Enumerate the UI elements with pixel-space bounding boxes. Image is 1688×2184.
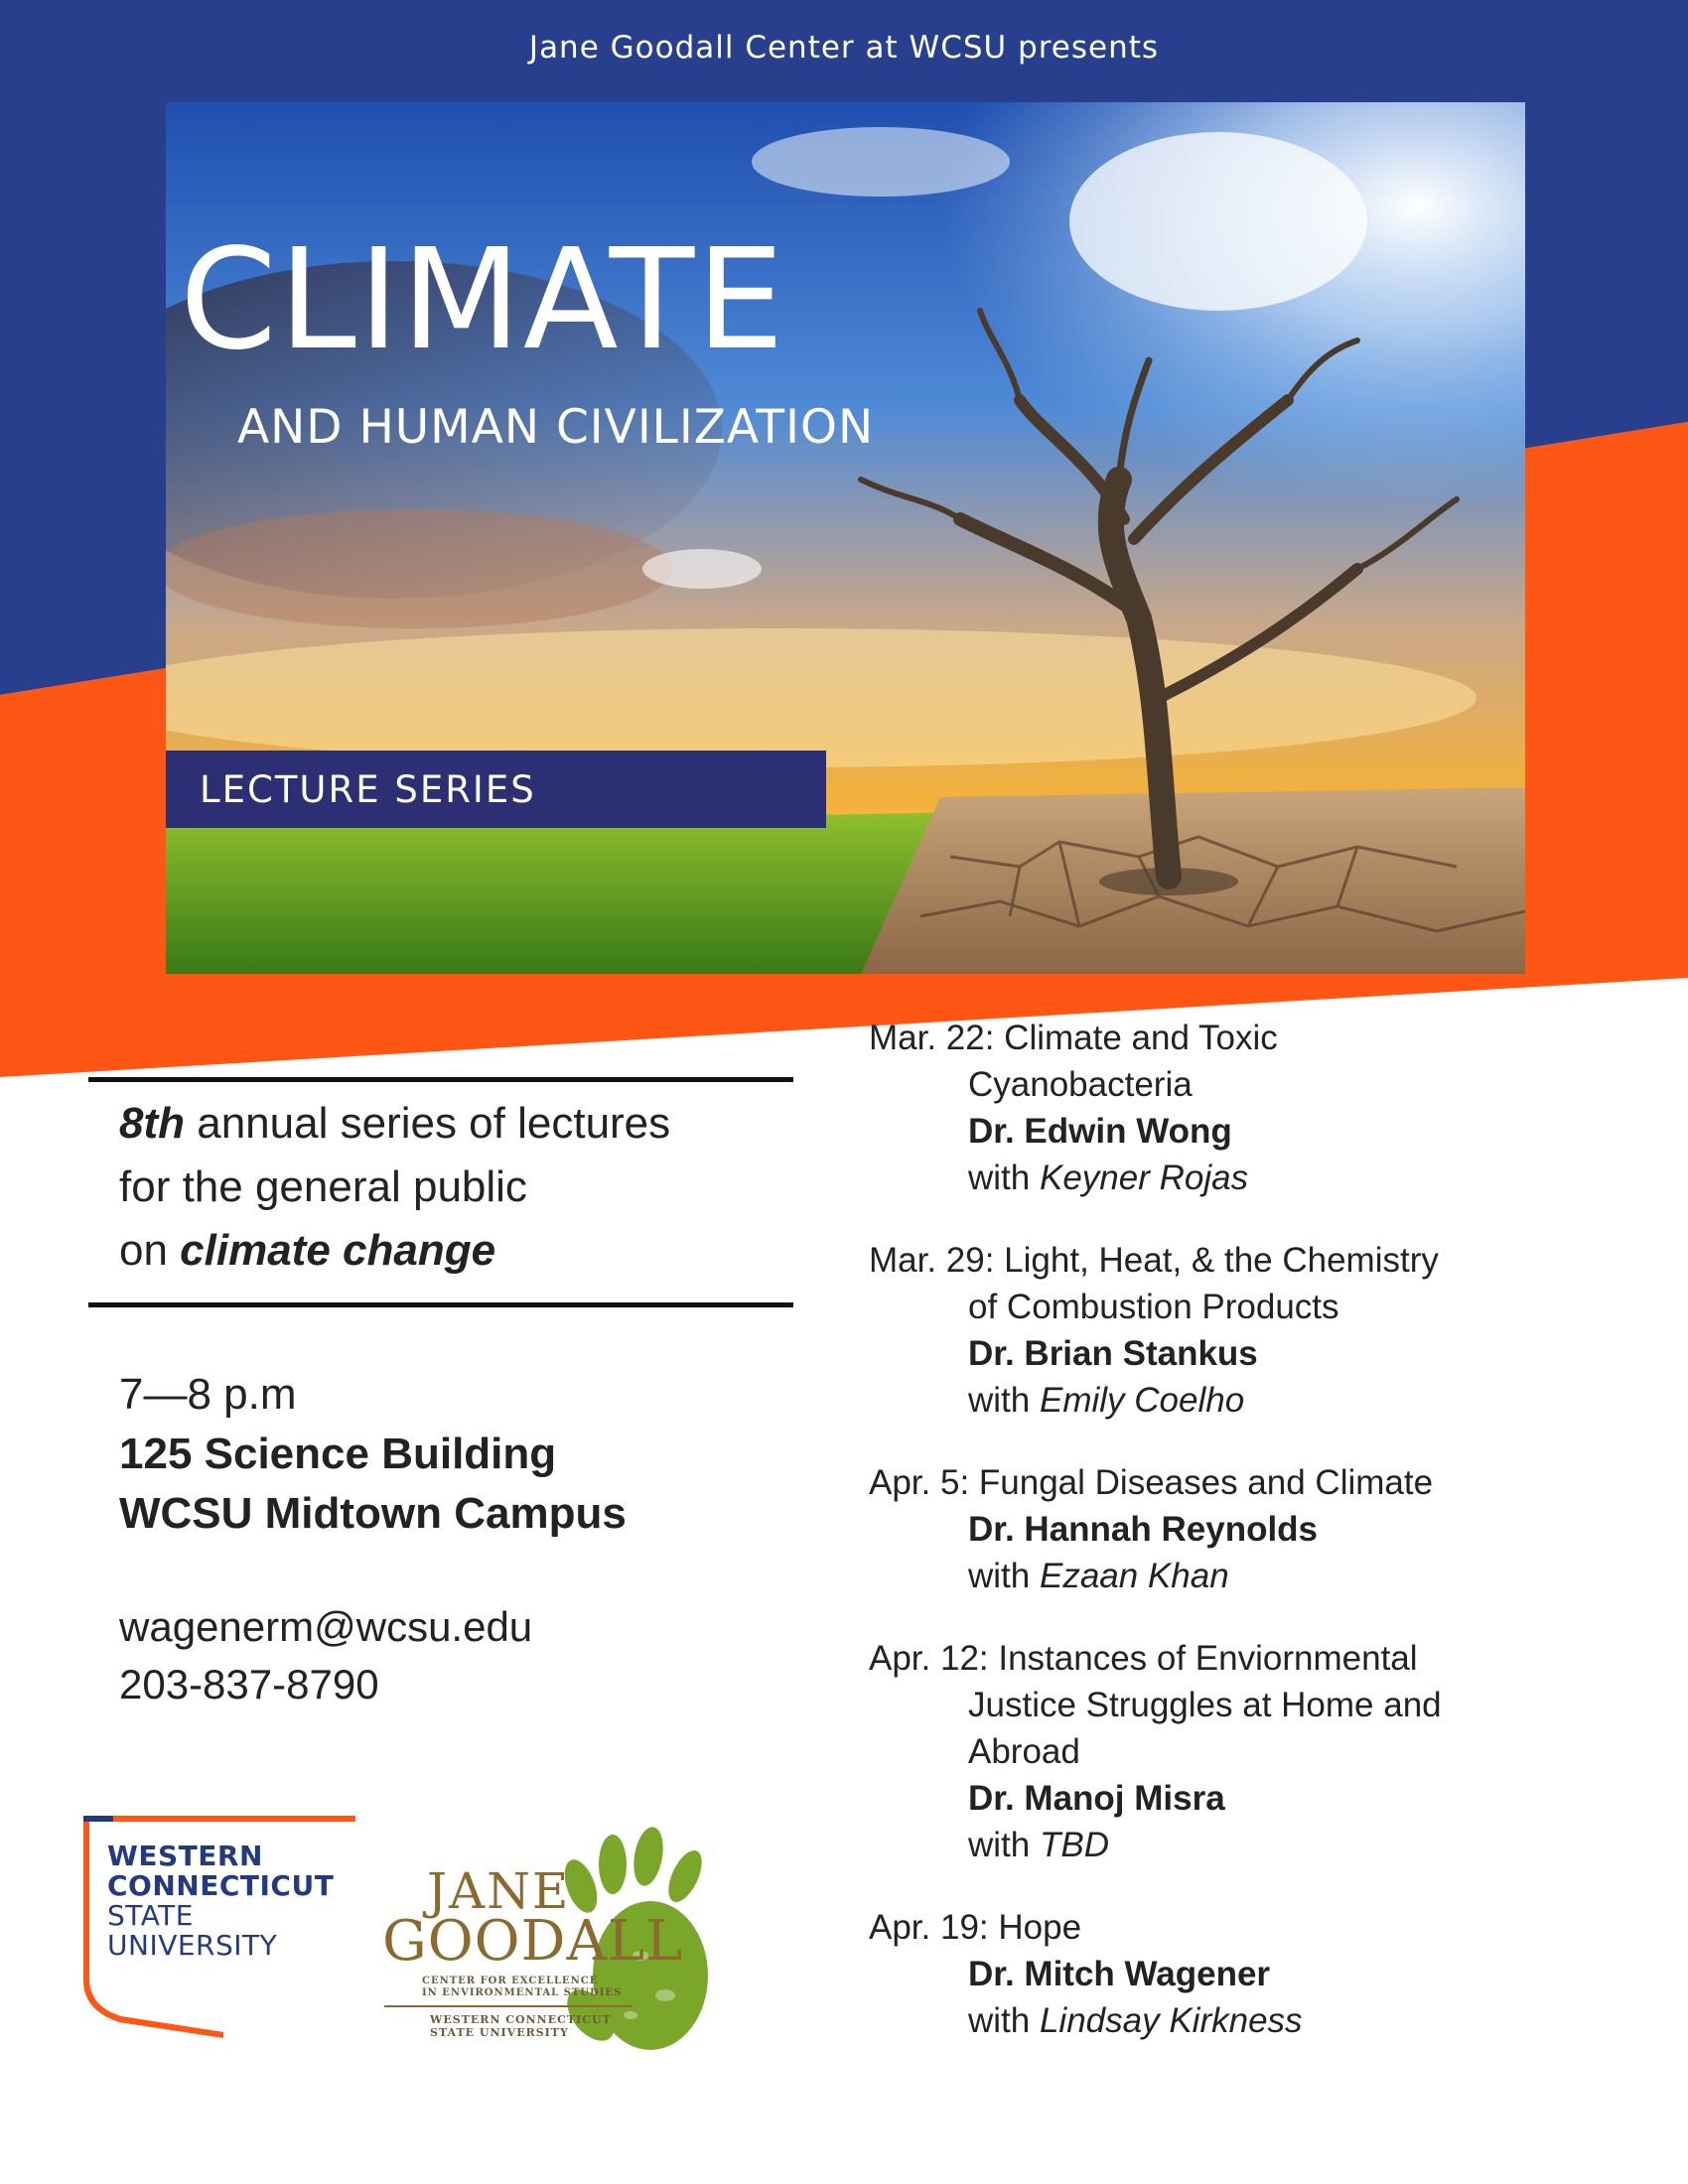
tagline-line-3-prefix: on <box>119 1226 181 1275</box>
lecture-with <box>869 1377 1663 1424</box>
event-room: 125 Science Building <box>119 1430 557 1478</box>
lecture-with <box>869 1822 1663 1868</box>
tagline-ordinal: 8th <box>119 1099 185 1148</box>
lecture-title-continued: Justice Struggles at Home and <box>968 1686 1442 1724</box>
tagline <box>119 1092 670 1283</box>
hero-title: CLIMATE <box>180 219 786 381</box>
bottom-rule <box>88 1302 793 1307</box>
jg-university-line-2: STATE UNIVERSITY <box>430 2026 569 2039</box>
lecture-item <box>869 1237 1663 1424</box>
lecture-item <box>869 1904 1663 2044</box>
event-campus: WCSU Midtown Campus <box>119 1489 627 1538</box>
jane-goodall-logo <box>382 1827 740 2065</box>
lecture-date-title: Apr. 12: Instances of Enviornmental <box>869 1639 1418 1678</box>
tagline-line-2: for the general public <box>119 1162 527 1211</box>
tagline-line-1 <box>119 1092 670 1156</box>
jg-divider <box>384 2005 633 2007</box>
lecture-date-title: Mar. 29: Light, Heat, & the Chemistry <box>869 1241 1439 1280</box>
lecture-item <box>869 1635 1663 1868</box>
event-info <box>119 1365 627 1544</box>
lecture-item <box>869 1015 1663 1201</box>
jg-university-line-1: WESTERN CONNECTICUT <box>430 2013 612 2026</box>
jg-title-goodall: GOODALL <box>382 1909 684 1974</box>
contact-info <box>119 1598 532 1713</box>
lecture-speaker: Dr. Mitch Wagener <box>968 1955 1271 1993</box>
jg-university <box>430 2013 612 2039</box>
lecture-series-band <box>166 751 826 828</box>
lecture-with <box>869 1997 1663 2044</box>
with-prefix: with <box>968 1159 1040 1197</box>
top-rule <box>88 1077 793 1082</box>
lecture-with <box>869 1155 1663 1201</box>
jg-title-jane: JANE <box>427 1862 571 1920</box>
lecture-speaker: Dr. Brian Stankus <box>968 1334 1258 1373</box>
contact-email[interactable]: wagenerm@wcsu.edu <box>119 1603 533 1650</box>
lecture-schedule <box>869 1015 1663 2080</box>
lecture-speaker: Dr. Manoj Misra <box>968 1779 1225 1818</box>
hero-subtitle: AND HUMAN CIVILIZATION <box>237 400 875 455</box>
with-student: Ezaan Khan <box>1039 1557 1229 1595</box>
jg-subtitle-line-2: IN ENVIRONMENTAL STUDIES <box>422 1987 623 1998</box>
contact-phone[interactable]: 203-837-8790 <box>119 1661 379 1707</box>
with-prefix: with <box>968 1381 1040 1420</box>
lecture-speaker: Dr. Edwin Wong <box>968 1112 1232 1151</box>
wcsu-line-4: UNIVERSITY <box>107 1929 278 1962</box>
lecture-title-continued: of Combustion Products <box>968 1288 1339 1326</box>
tagline-emphasis: climate change <box>180 1226 496 1275</box>
wcsu-line-2: CONNECTICUT <box>107 1869 335 1902</box>
with-student: Keyner Rojas <box>1039 1159 1249 1197</box>
tagline-line-1-rest: annual series of lectures <box>185 1099 671 1148</box>
with-student: Lindsay Kirkness <box>1039 2001 1303 2040</box>
with-prefix: with <box>968 2001 1040 2040</box>
with-prefix: with <box>968 1557 1040 1595</box>
lecture-series-label: LECTURE SERIES <box>200 768 536 811</box>
lecture-date-title: Apr. 19: Hope <box>869 1908 1082 1947</box>
with-student: TBD <box>1039 1826 1109 1864</box>
lecture-date-title: Apr. 5: Fungal Diseases and Climate <box>869 1463 1434 1502</box>
lecture-item <box>869 1459 1663 1599</box>
lecture-with <box>869 1553 1663 1599</box>
hero-image <box>166 102 1525 974</box>
wcsu-line-3: STATE <box>107 1899 194 1932</box>
wcsu-logo <box>79 1812 367 2045</box>
lecture-speaker: Dr. Hannah Reynolds <box>968 1510 1319 1549</box>
jg-subtitle <box>422 1976 622 1999</box>
lecture-title-continued: Abroad <box>968 1732 1080 1771</box>
with-prefix: with <box>968 1826 1040 1864</box>
lecture-date-title: Mar. 22: Climate and Toxic <box>869 1019 1278 1057</box>
event-time: 7—8 p.m <box>119 1370 297 1419</box>
grass-field <box>166 812 980 974</box>
wcsu-line-1: WESTERN <box>107 1840 263 1872</box>
with-student: Emily Coelho <box>1039 1381 1245 1420</box>
presenter-line: Jane Goodall Center at WCSU presents <box>528 30 1160 66</box>
wcsu-wordmark <box>107 1842 334 1961</box>
tagline-line-3 <box>119 1219 670 1283</box>
jg-subtitle-line-1: CENTER FOR EXCELLENCE <box>422 1976 599 1986</box>
lecture-title-continued: Cyanobacteria <box>968 1065 1193 1104</box>
